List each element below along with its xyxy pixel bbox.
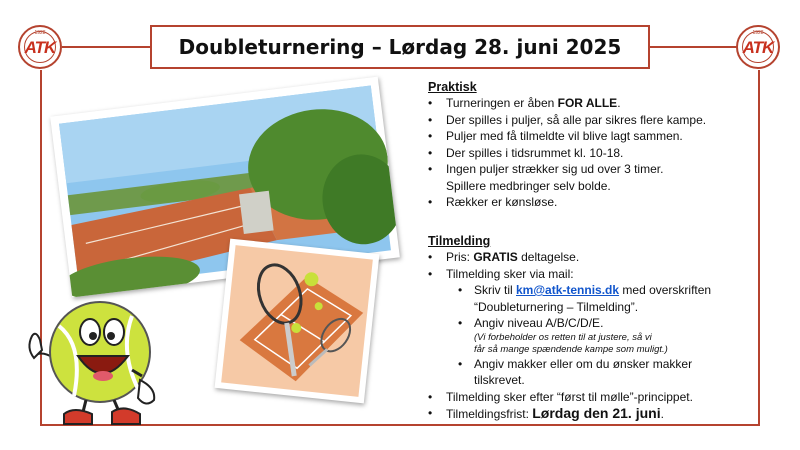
level-note: (Vi forbeholder os retten til at justere, så vi får så mange spændende kampe som muligt.)	[474, 331, 668, 355]
list-item: • Ingen puljer strækker sig ud over 3 timer. Spillere medbringer selv bolde.	[426, 161, 756, 194]
list-item: • Angiv makker eller om du ønsker makker tilskrevet.	[446, 356, 756, 389]
list-item: • Turneringen er åben FOR ALLE.	[426, 95, 756, 112]
tilmelding-list	[426, 249, 756, 423]
email-link[interactable]: km@atk-tennis.dk	[516, 283, 620, 297]
section-heading-praktisk: Praktisk	[428, 80, 477, 94]
frame-line-top-left	[62, 46, 150, 48]
list-item: • Tilmelding sker via mail: • Skriv til km@atk-tennis.dk med overskriften “Doubleturnering – Tilmelding”. • Angiv niveau A/B/C/D/E. (Vi forbeholder os retten til at justere, så vi får så mange spændende kampe som muligt.) • Angiv makker eller om du ønsker makker tilskrevet.	[426, 266, 756, 389]
list-item: • Der spilles i tidsrummet kl. 10-18.	[426, 145, 756, 162]
list-item: • Angiv niveau A/B/C/D/E. (Vi forbeholder os retten til at justere, så vi får så mange spændende kampe som muligt.)	[446, 315, 756, 356]
frame-line-top-right	[650, 46, 738, 48]
atk-logo-right: 1928 ATK	[736, 25, 780, 69]
court-illustration	[215, 239, 380, 404]
list-item: • Tilmelding sker efter “først til mølle”-princippet.	[426, 389, 756, 406]
praktisk-list	[426, 95, 756, 211]
tennis-ball-mascot	[14, 296, 174, 436]
mail-instructions-list	[446, 282, 756, 389]
list-item: • Puljer med få tilmeldte vil blive lagt sammen.	[426, 128, 756, 145]
list-item: • Tilmeldingsfrist: Lørdag den 21. juni.	[426, 405, 756, 423]
list-item: • Rækker er kønsløse.	[426, 194, 756, 211]
page-title: Doubleturnering – Lørdag 28. juni 2025	[178, 35, 622, 59]
atk-logo-left: 1928 ATK	[18, 25, 62, 69]
frame-line-right	[758, 70, 760, 425]
list-item: • Skriv til km@atk-tennis.dk med overskriften “Doubleturnering – Tilmelding”.	[446, 282, 756, 315]
title-box	[150, 25, 650, 69]
list-item: • Pris: GRATIS deltagelse.	[426, 249, 756, 266]
list-item: • Der spilles i puljer, så alle par sikres flere kampe.	[426, 112, 756, 129]
section-heading-tilmelding: Tilmelding	[428, 234, 491, 248]
